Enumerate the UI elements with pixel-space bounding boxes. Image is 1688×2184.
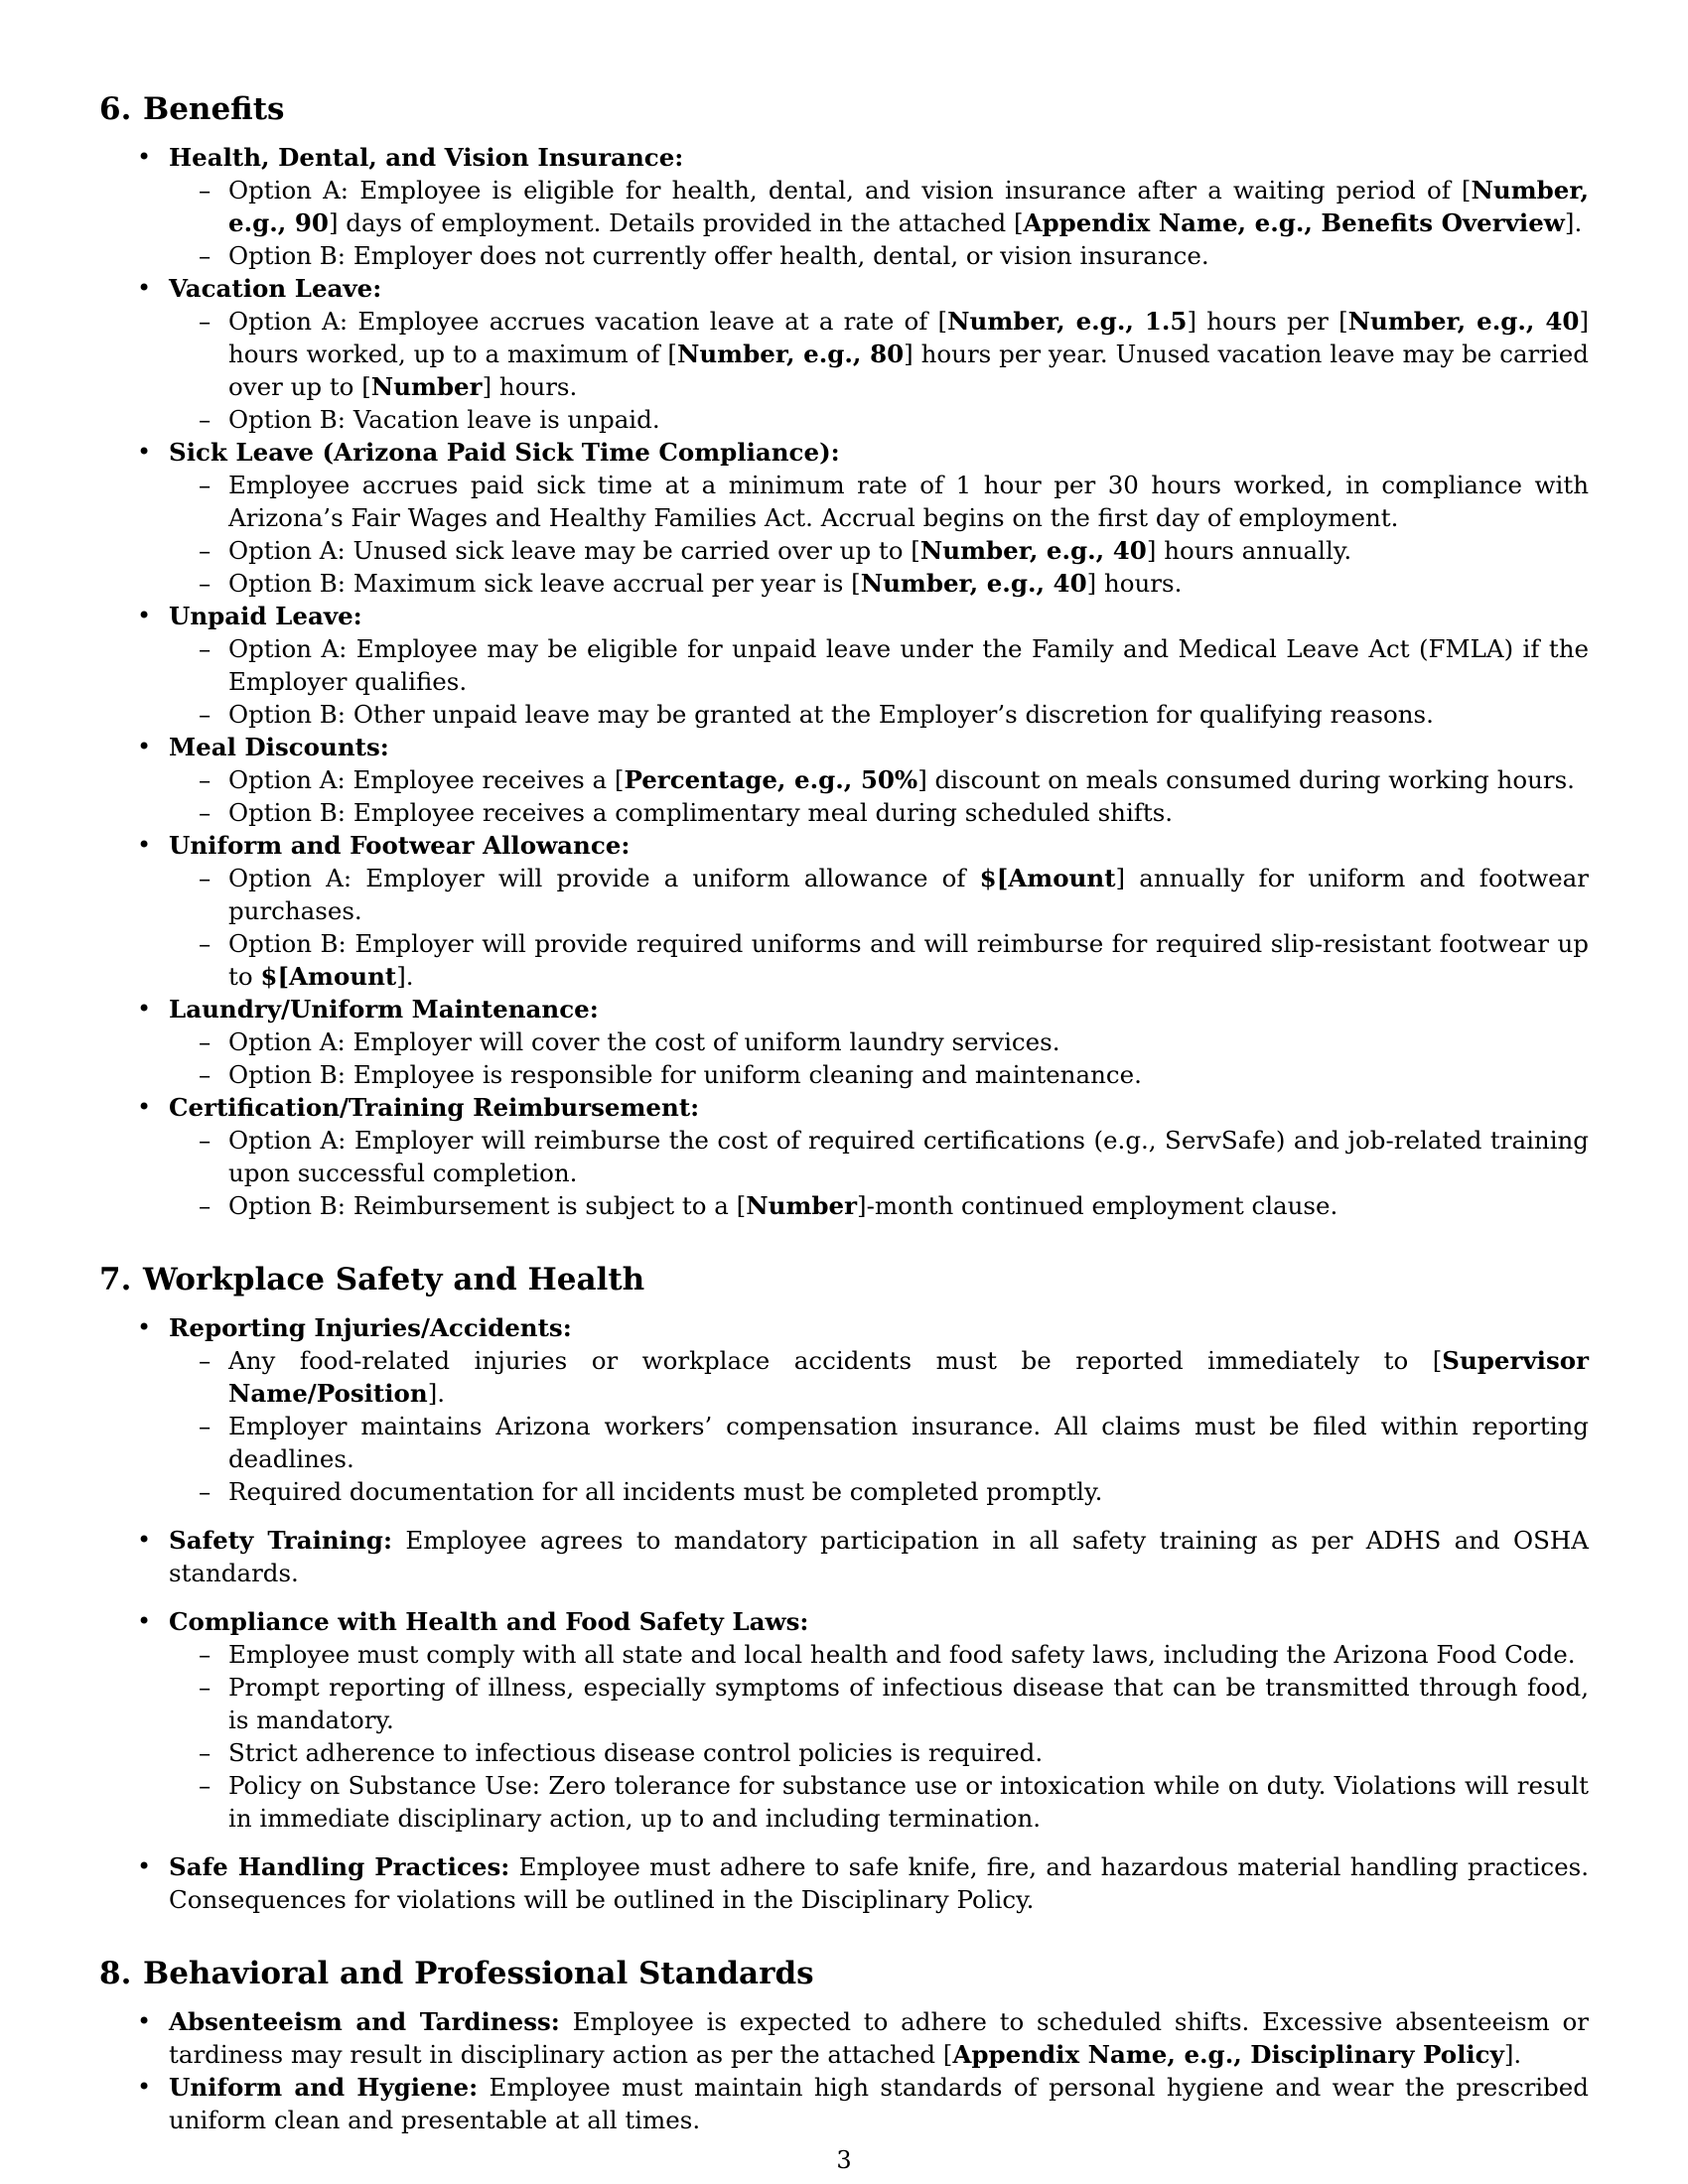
sub-item: – Employee accrues paid sick time at a minimum rate of 1 hour per 30 hours worked, in compliance with Arizona’s Fair Wages and Healthy Families Act. Accrual begins on the first day of employment.	[169, 469, 1589, 534]
section-title: Workplace Safety and Health	[143, 1262, 645, 1297]
item-label: Reporting Injuries/Accidents:	[169, 1313, 572, 1342]
option-a: – Option A: Unused sick leave may be carried over up to [Number, e.g., 40] hours annually.	[169, 534, 1589, 567]
item-label: Sick Leave (Arizona Paid Sick Time Compliance):	[169, 438, 840, 467]
safety-reporting	[99, 1311, 1589, 1508]
benefit-meal-discounts	[99, 731, 1589, 829]
sub-item: – Prompt reporting of illness, especially symptoms of infectious disease that can be transmitted through food, is mandatory.	[169, 1671, 1589, 1736]
benefit-sick-leave	[99, 436, 1589, 600]
sub-item: – Employer maintains Arizona workers’ compensation insurance. All claims must be filed within reporting deadlines.	[169, 1410, 1589, 1475]
item-label: Vacation Leave:	[169, 274, 382, 303]
item-label: Uniform and Hygiene:	[169, 2073, 479, 2102]
option-b: – Option B: Vacation leave is unpaid.	[169, 403, 1589, 436]
item-label: Unpaid Leave:	[169, 602, 362, 630]
section-workplace-safety	[99, 1260, 1589, 1916]
item-label: Safe Handling Practices:	[169, 1852, 510, 1881]
option-a: – Option A: Employer will cover the cost of uniform laundry services.	[169, 1025, 1589, 1058]
benefit-certification	[99, 1091, 1589, 1222]
sub-item: – Any food-related injuries or workplace accidents must be reported immediately to [Supervisor Name/Position].	[169, 1344, 1589, 1410]
option-a: – Option A: Employer will reimburse the cost of required certifications (e.g., ServSafe) and job-related training upon successful completion.	[169, 1124, 1589, 1189]
item-label: Absenteeism and Tardiness:	[169, 2007, 560, 2036]
safety-training: • Safety Training: Employee agrees to mandatory participation in all safety training as per ADHS and OSHA standards.	[99, 1524, 1589, 1589]
option-a: – Option A: Employer will provide a uniform allowance of $[Amount] annually for uniform and footwear purchases.	[169, 862, 1589, 927]
benefit-vacation	[99, 272, 1589, 436]
benefit-uniform-allowance	[99, 829, 1589, 993]
benefit-laundry	[99, 993, 1589, 1091]
safety-list	[99, 1311, 1589, 1916]
section-title: Benefits	[143, 91, 285, 127]
item-label: Compliance with Health and Food Safety Laws:	[169, 1607, 809, 1636]
page-number: 3	[836, 2146, 852, 2174]
item-label: Safety Training:	[169, 1526, 392, 1555]
section-heading: 7. Workplace Safety and Health	[99, 1262, 645, 1297]
option-b: – Option B: Employer does not currently offer health, dental, or vision insurance.	[169, 239, 1589, 272]
option-b: – Option B: Other unpaid leave may be granted at the Employer’s discretion for qualifying reasons.	[169, 698, 1589, 731]
benefit-unpaid-leave	[99, 600, 1589, 731]
sub-item: – Strict adherence to infectious disease control policies is required.	[169, 1736, 1589, 1769]
sub-item: – Employee must comply with all state and local health and food safety laws, including the Arizona Food Code.	[169, 1638, 1589, 1671]
option-b: – Option B: Employee is responsible for uniform cleaning and maintenance.	[169, 1058, 1589, 1091]
option-b: – Option B: Maximum sick leave accrual per year is [Number, e.g., 40] hours.	[169, 567, 1589, 600]
item-label: Health, Dental, and Vision Insurance:	[169, 143, 684, 172]
sub-item: – Required documentation for all incidents must be completed promptly.	[169, 1475, 1589, 1508]
option-a: – Option A: Employee is eligible for health, dental, and vision insurance after a waiting period of [Number, e.g., 90] days of employment. Details provided in the attached [Appendix Name, e.g., Benefits Overview].	[169, 174, 1589, 239]
benefit-health	[99, 141, 1589, 272]
safety-compliance	[99, 1605, 1589, 1835]
section-title: Behavioral and Professional Standards	[143, 1956, 814, 1991]
section-benefits	[99, 89, 1589, 1222]
option-a: – Option A: Employee accrues vacation leave at a rate of [Number, e.g., 1.5] hours per [Number, e.g., 40] hours worked, up to a maximum of [Number, e.g., 80] hours per year. Unused vacation leave may be carried over up to [Number] hours.	[169, 305, 1589, 403]
sub-item: – Policy on Substance Use: Zero tolerance for substance use or intoxication while on duty. Violations will result in immediate disciplinary action, up to and including termination.	[169, 1769, 1589, 1835]
standards-list	[99, 2005, 1589, 2136]
option-b: – Option B: Employer will provide required uniforms and will reimburse for required slip-resistant footwear up to $[Amount].	[169, 927, 1589, 993]
item-label: Meal Discounts:	[169, 733, 389, 761]
standard-absenteeism: • Absenteeism and Tardiness: Employee is expected to adhere to scheduled shifts. Excessive absenteeism or tardiness may result in disciplinary action as per the attached [Appendix Name, e.g., Disciplinary Policy].	[99, 2005, 1589, 2071]
option-b: – Option B: Reimbursement is subject to a [Number]-month continued employment clause.	[169, 1189, 1589, 1222]
safety-handling: • Safe Handling Practices: Employee must adhere to safe knife, fire, and hazardous material handling practices. Consequences for violations will be outlined in the Disciplinary Policy.	[99, 1850, 1589, 1916]
item-label: Uniform and Footwear Allowance:	[169, 831, 631, 860]
item-label: Certification/Training Reimbursement:	[169, 1093, 700, 1122]
option-a: – Option A: Employee may be eligible for unpaid leave under the Family and Medical Leave Act (FMLA) if the Employer qualifies.	[169, 632, 1589, 698]
standard-hygiene: • Uniform and Hygiene: Employee must maintain high standards of personal hygiene and wear the prescribed uniform clean and presentable at all times.	[99, 2071, 1589, 2136]
option-b: – Option B: Employee receives a complimentary meal during scheduled shifts.	[169, 796, 1589, 829]
section-heading: 8. Behavioral and Professional Standards	[99, 1956, 814, 1991]
section-heading: 6. Benefits	[99, 91, 285, 127]
document-page	[99, 89, 1589, 2136]
section-behavioral-standards	[99, 1954, 1589, 2136]
benefits-list	[99, 141, 1589, 1222]
item-label: Laundry/Uniform Maintenance:	[169, 995, 599, 1024]
option-a: – Option A: Employee receives a [Percentage, e.g., 50%] discount on meals consumed during working hours.	[169, 763, 1589, 796]
